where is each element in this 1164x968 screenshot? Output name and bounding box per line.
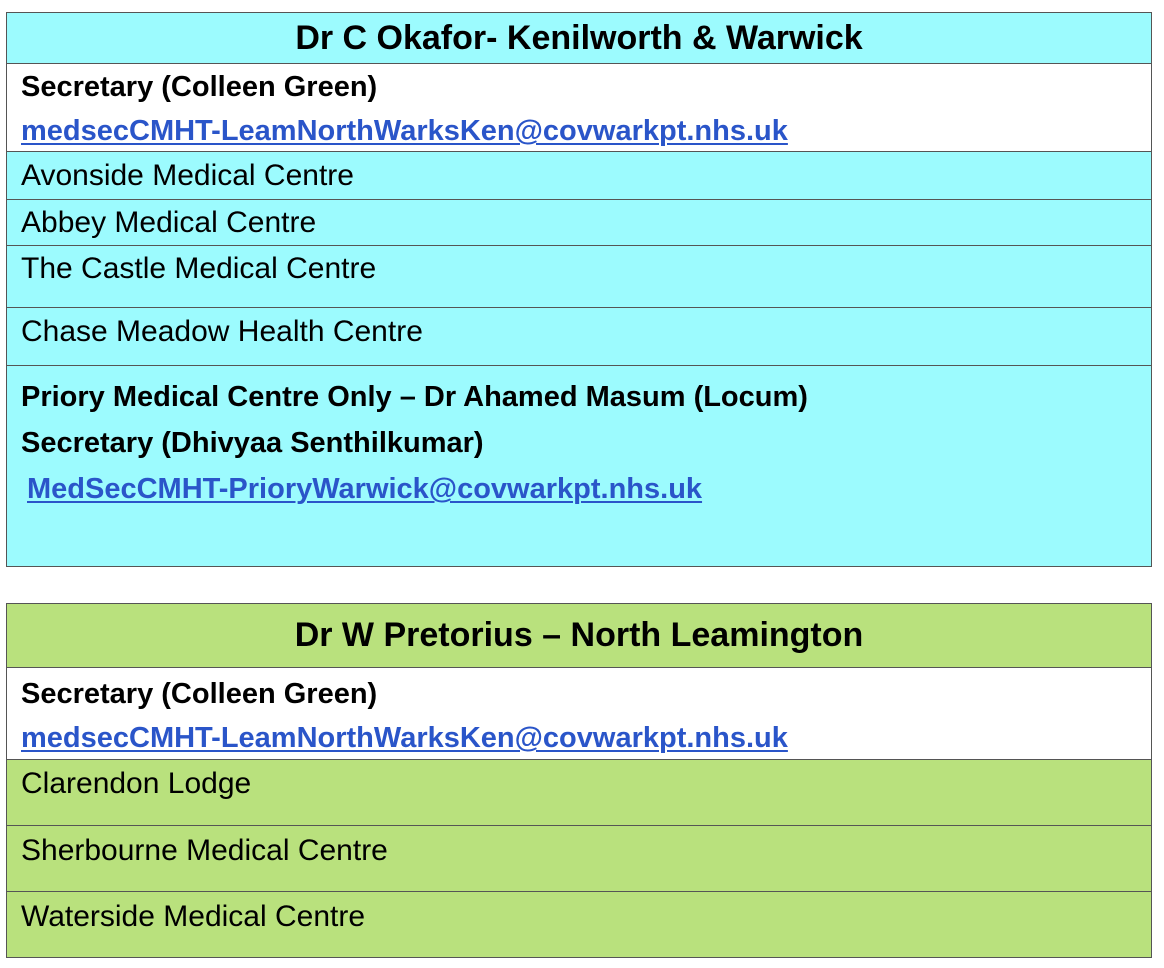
pretorius-table xyxy=(6,603,1152,958)
practice-sherbourne: Sherbourne Medical Centre xyxy=(7,825,1151,891)
practice-castle: The Castle Medical Centre xyxy=(7,245,1151,307)
pretorius-secretary-cell xyxy=(7,667,1151,759)
pretorius-heading: Dr W Pretorius – North Leamington xyxy=(7,604,1151,667)
practice-chase-meadow: Chase Meadow Health Centre xyxy=(7,307,1151,365)
priory-cell xyxy=(7,365,1151,566)
pretorius-secretary-email-link[interactable]: medsecCMHT-LeamNorthWarksKen@covwarkpt.nhs.uk xyxy=(21,722,788,754)
practice-abbey: Abbey Medical Centre xyxy=(7,199,1151,245)
pretorius-secretary-name: Secretary (Colleen Green) xyxy=(21,678,378,710)
practice-waterside: Waterside Medical Centre xyxy=(7,891,1151,956)
priory-secretary-email-link[interactable]: MedSecCMHT-PrioryWarwick@covwarkpt.nhs.uk xyxy=(27,473,703,505)
okafor-secretary-cell xyxy=(7,63,1151,151)
priory-secretary-name: Secretary (Dhivyaa Senthilkumar) xyxy=(21,427,484,459)
okafor-secretary-name: Secretary (Colleen Green) xyxy=(21,71,378,103)
okafor-table xyxy=(6,12,1152,567)
okafor-heading: Dr C Okafor- Kenilworth & Warwick xyxy=(7,13,1151,63)
priory-locum-line: Priory Medical Centre Only – Dr Ahamed Masum (Locum) xyxy=(21,381,808,413)
practice-avonside: Avonside Medical Centre xyxy=(7,151,1151,199)
okafor-secretary-email-link[interactable]: medsecCMHT-LeamNorthWarksKen@covwarkpt.nhs.uk xyxy=(21,115,788,147)
practice-clarendon: Clarendon Lodge xyxy=(7,759,1151,825)
